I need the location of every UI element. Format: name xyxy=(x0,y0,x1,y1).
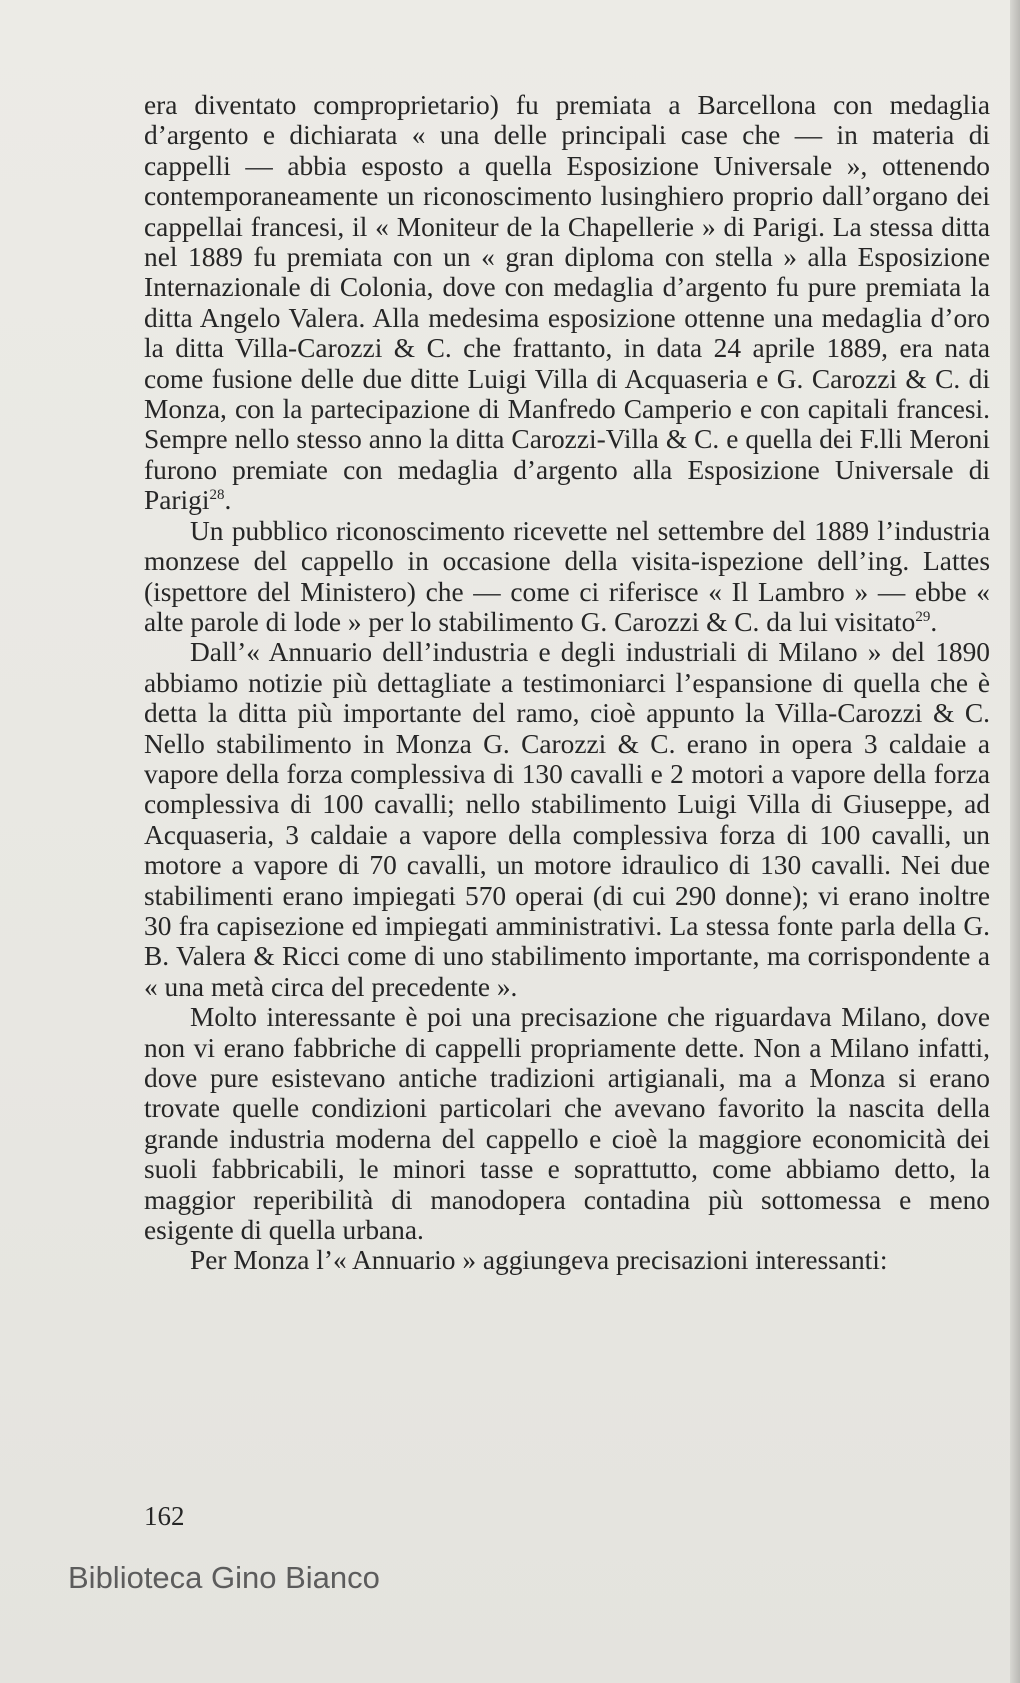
paragraph-5 xyxy=(144,1245,990,1275)
page-number: 162 xyxy=(144,1501,185,1531)
paragraph-text: Per Monza l’« Annuario » aggiungeva precisazioni interessanti: xyxy=(190,1245,888,1276)
paragraph-end: . xyxy=(224,485,232,516)
paragraph-1 xyxy=(144,90,990,516)
paragraph-2 xyxy=(144,516,990,638)
paragraph-4 xyxy=(144,1002,990,1245)
paragraph-text: Dall’« Annuario dell’industria e degli industriali di Milano » del 1890 abbiamo notizie più dettagliate a testimoniarci l’espansione di quella che è detta la ditta più importante del ramo, cioè appunto la Villa-Carozzi & C. Nello stabilimento in Monza G. Carozzi & C. erano in opera 3 caldaie a vapore della forza complessiva di 130 cavalli e 2 motori a vapore della forza complessiva di 100 cavalli; nello stabilimento Luigi Villa di Giuseppe, ad Acquaseria, 3 caldaie a vapore della complessiva forza di 100 cavalli, un motore a vapore di 70 cavalli, un motore idraulico di 130 cavalli. Nei due stabilimenti erano impiegati 570 operai (di cui 290 donne); vi erano inoltre 30 fra capisezione ed impiegati amministrativi. La stessa fonte parla della G. B. Valera & Ricci come di uno stabilimento importante, ma corrispondente a « una metà circa del precedente ». xyxy=(144,637,990,1002)
paragraph-text: Un pubblico riconoscimento ricevette nel settembre del 1889 l’industria monzese del cappello in occasione della visita-ispezione dell’ing. Lattes (ispettore del Ministero) che — come ci riferisce « Il Lambro » — ebbe « alte parole di lode » per lo stabilimento G. Carozzi & C. da lui visitato xyxy=(144,515,990,637)
paragraph-text: Molto interessante è poi una precisazione che riguardava Milano, dove non vi erano fabbriche di cappelli propriamente dette. Non a Milano infatti, dove pure esistevano antiche tradizioni artigianali, ma a Monza si erano trovate quelle condizioni particolari che avevano favorito la nascita della grande industria moderna del cappello e cioè la maggiore economicità dei suoli fabbricabili, le minori tasse e soprattutto, come abbiamo detto, la maggior reperibilità di manodopera contadina più sottomessa e meno esigente di quella urbana. xyxy=(144,1002,990,1246)
footnote-ref: 29 xyxy=(915,608,931,625)
library-watermark: Biblioteca Gino Bianco xyxy=(68,1560,380,1595)
paragraph-text: era diventato comproprietario) fu premiata a Barcellona con medaglia d’argento e dichiarata « una delle principali case che — in materia di cappelli — abbia esposto a quella Esposizione Universale », ottenendo contemporaneamente un riconoscimento lusinghiero proprio dall’organo dei cappellai francesi, il « Moniteur de la Chapellerie » di Parigi. La stessa ditta nel 1889 fu premiata con un « gran diploma con stella » alla Esposizione Internazionale di Colonia, dove con medaglia d’argento fu pure premiata la ditta Angelo Valera. Alla medesima esposizione ottenne una medaglia d’oro la ditta Villa-Carozzi & C. che frattanto, in data 24 aprile 1889, era nata come fusione delle due ditte Luigi Villa di Acquaseria e G. Carozzi & C. di Monza, con la partecipazione di Manfredo Camperio e con capitali francesi. Sempre nello stesso anno la ditta Carozzi-Villa & C. e quella dei F.lli Meroni furono premiate con medaglia d’argento alla Esposizione Universale di Parigi xyxy=(144,90,990,516)
page-edge xyxy=(1010,0,1020,1683)
footnote-ref: 28 xyxy=(209,487,225,504)
paragraph-end: . xyxy=(930,606,938,637)
paragraph-3 xyxy=(144,637,990,1002)
body-text xyxy=(144,90,990,1276)
